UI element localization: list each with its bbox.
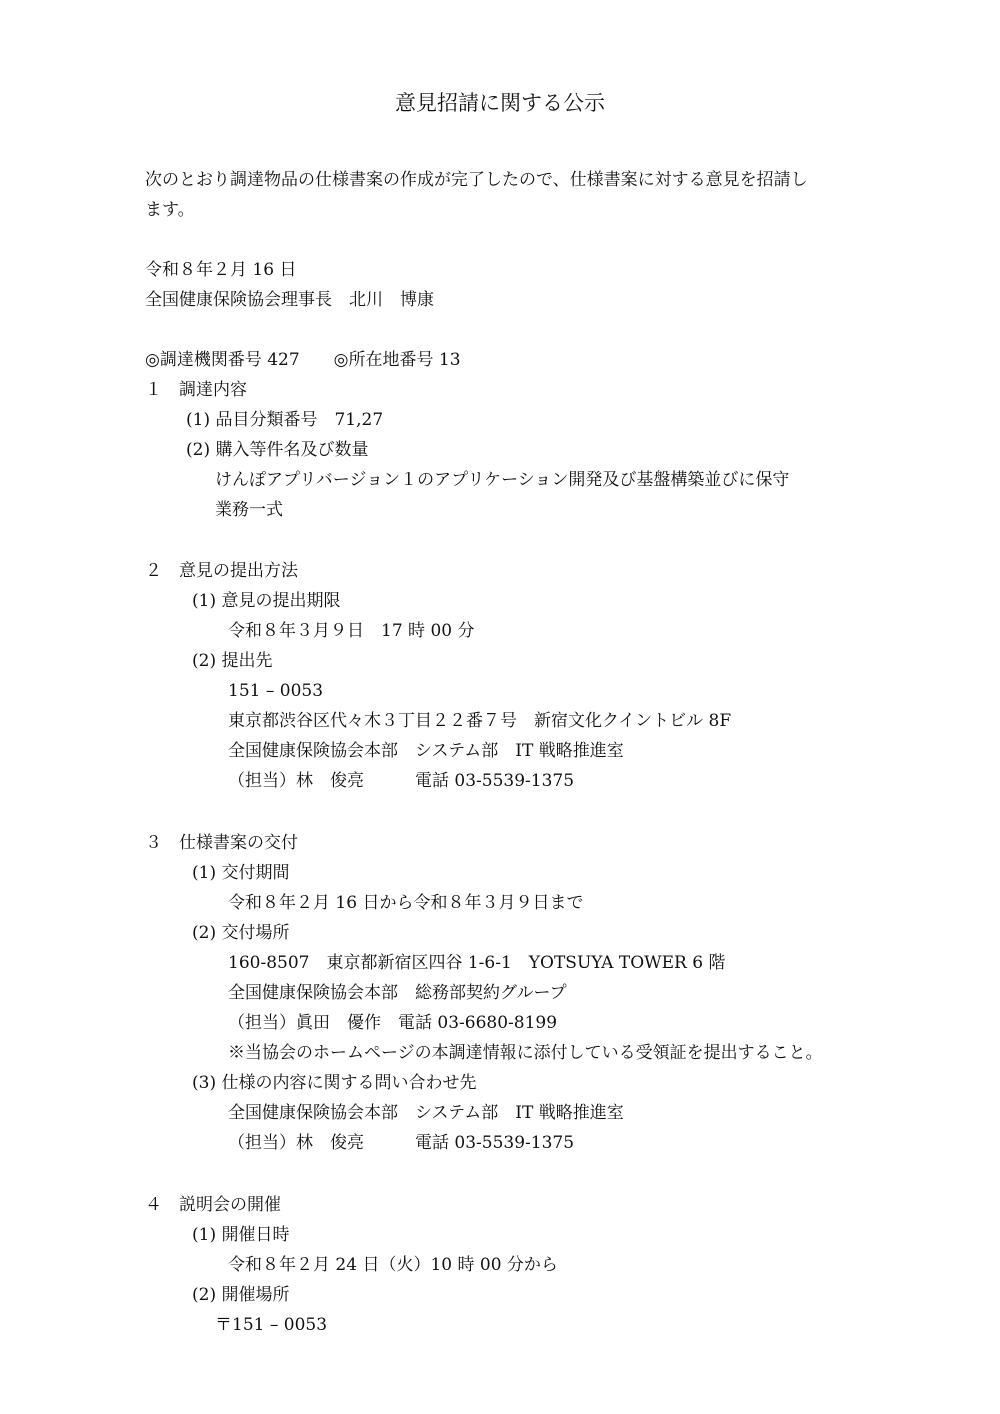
submission-contact: （担当）林 俊亮 電話 03-5539-1375 <box>228 771 575 791</box>
document-title: 意見招請に関する公示 <box>395 91 605 115</box>
section-1-item-1: (1) 品目分類番号 71,27 <box>186 410 384 430</box>
section-2-heading: ２ 意見の提出方法 <box>145 561 298 581</box>
submission-deadline: 令和８年３月９日 17 時 00 分 <box>228 621 475 641</box>
section-4-item-2: (2) 開催場所 <box>192 1285 290 1305</box>
intro-text-line-1: 次のとおり調達物品の仕様書案の作成が完了したので、仕様書案に対する意見を招請し <box>145 170 808 190</box>
section-3-item-1: (1) 交付期間 <box>192 863 290 883</box>
section-2-item-1: (1) 意見の提出期限 <box>192 591 341 611</box>
procurement-codes: ◎調達機関番号 427 ◎所在地番号 13 <box>145 350 461 370</box>
briefing-postal-code: 〒151 – 0053 <box>215 1315 328 1335</box>
submission-postal-code: 151 – 0053 <box>228 681 324 701</box>
issuer-name: 全国健康保険協会理事長 北川 博康 <box>145 290 434 310</box>
section-1-heading: １ 調達内容 <box>145 380 247 400</box>
submission-address: 東京都渋谷区代々木３丁目２２番７号 新宿文化クイントビル 8F <box>228 711 732 731</box>
section-1-description-line-2: 業務一式 <box>215 500 283 520</box>
briefing-datetime: 令和８年２月 24 日（火）10 時 00 分から <box>228 1255 558 1275</box>
distribution-address: 160-8507 東京都新宿区四谷 1-6-1 YOTSUYA TOWER 6 階 <box>228 953 726 973</box>
section-1-description-line-1: けんぽアプリバージョン１のアプリケーション開発及び基盤構築並びに保守 <box>215 470 790 490</box>
intro-text-line-2: ます。 <box>145 200 195 220</box>
section-4-item-1: (1) 開催日時 <box>192 1225 290 1245</box>
inquiry-contact: （担当）林 俊亮 電話 03-5539-1375 <box>228 1133 575 1153</box>
inquiry-organization: 全国健康保険協会本部 システム部 IT 戦略推進室 <box>228 1103 624 1123</box>
notice-date: 令和８年２月 16 日 <box>145 260 297 280</box>
distribution-period: 令和８年２月 16 日から令和８年３月９日まで <box>228 893 584 913</box>
section-3-item-3: (3) 仕様の内容に関する問い合わせ先 <box>192 1073 477 1093</box>
distribution-organization: 全国健康保険協会本部 総務部契約グループ <box>228 983 567 1003</box>
section-4-heading: ４ 説明会の開催 <box>145 1195 281 1215</box>
distribution-contact: （担当）眞田 優作 電話 03-6680-8199 <box>228 1013 558 1033</box>
section-2-item-2: (2) 提出先 <box>192 651 273 671</box>
section-3-item-2: (2) 交付場所 <box>192 923 290 943</box>
submission-organization: 全国健康保険協会本部 システム部 IT 戦略推進室 <box>228 741 624 761</box>
section-3-heading: ３ 仕様書案の交付 <box>145 833 298 853</box>
section-1-item-2: (2) 購入等件名及び数量 <box>186 440 369 460</box>
distribution-note: ※当協会のホームページの本調達情報に添付している受領証を提出すること。 <box>228 1043 823 1063</box>
